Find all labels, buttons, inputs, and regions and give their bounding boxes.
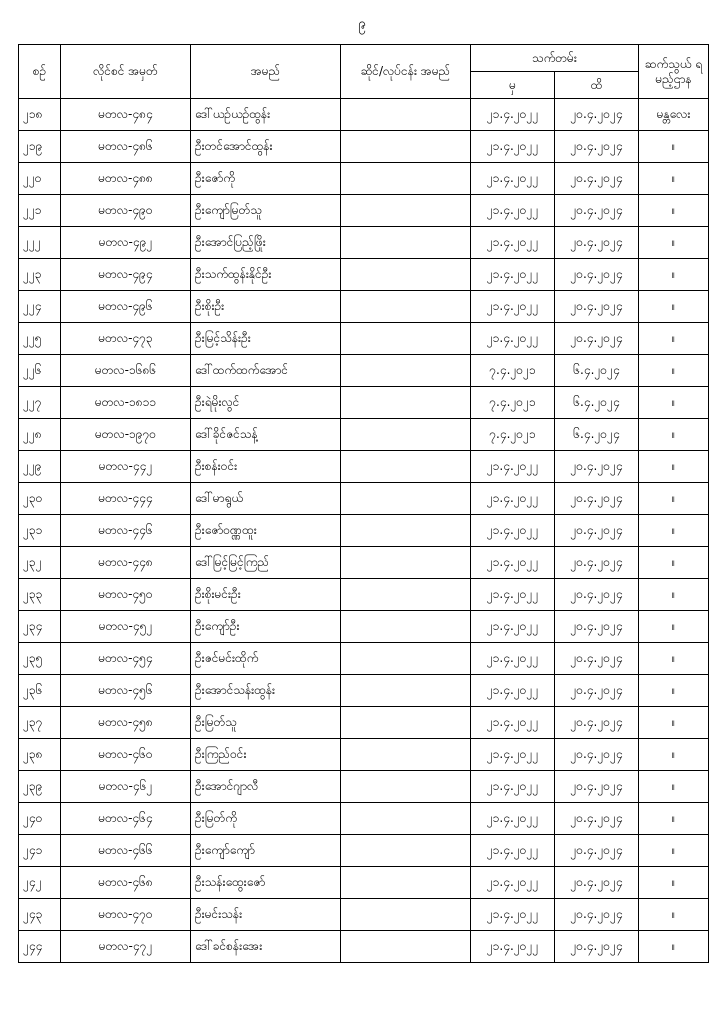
cell-name: ဦးကျော်ကျော် [191, 835, 341, 867]
cell-to: ၂၀.၄.၂၀၂၄ [555, 643, 639, 675]
cell-office [341, 739, 471, 771]
table-header [19, 45, 709, 99]
cell-from: ၂၁.၄.၂၀၂၂ [471, 163, 555, 195]
cell-office [341, 643, 471, 675]
cell-office [341, 195, 471, 227]
table-row [19, 867, 709, 899]
cell-to: ၂၀.၄.၂၀၂၄ [555, 547, 639, 579]
cell-name: ဦးစိုးမင်းဦး [191, 579, 341, 611]
cell-from: ၇.၄.၂၀၂၁ [471, 355, 555, 387]
cell-no: ၂၃၅ [19, 643, 61, 675]
cell-name: ဦးမြတ်ကို [191, 803, 341, 835]
cell-from: ၂၁.၄.၂၀၂၂ [471, 931, 555, 963]
cell-license-no: မတလ-၄၅၆ [61, 675, 191, 707]
table-row [19, 227, 709, 259]
cell-office [341, 131, 471, 163]
table-row [19, 675, 709, 707]
cell-no: ၂၂၇ [19, 387, 61, 419]
cell-license-no: မတလ-၄၆၂ [61, 771, 191, 803]
table-row [19, 611, 709, 643]
cell-from: ၂၁.၄.၂၀၂၂ [471, 195, 555, 227]
cell-from: ၂၁.၄.၂၀၂၂ [471, 611, 555, 643]
table-row [19, 419, 709, 451]
cell-name: ဒေါ်ခင်စန်းအေး [191, 931, 341, 963]
cell-office [341, 579, 471, 611]
cell-name: ဦးကျော်ဦး [191, 611, 341, 643]
cell-from: ၂၁.၄.၂၀၂၂ [471, 643, 555, 675]
cell-to: ၂၀.၄.၂၀၂၄ [555, 227, 639, 259]
cell-office [341, 675, 471, 707]
cell-license-no: မတလ-၄၄၈ [61, 547, 191, 579]
cell-from: ၂၁.၄.၂၀၂၂ [471, 867, 555, 899]
cell-name: ဦးစိုးဦး [191, 291, 341, 323]
cell-contact-department: ။ [639, 291, 709, 323]
table-row [19, 931, 709, 963]
cell-contact-department: ။ [639, 419, 709, 451]
cell-name: ဦးစန်းဝင်း [191, 451, 341, 483]
cell-license-no: မတလ-၄၅၀ [61, 579, 191, 611]
header-office: ဆိုင်/လုပ်ငန်း အမည် [341, 45, 471, 99]
cell-contact-department: ။ [639, 611, 709, 643]
cell-no: ၂၂၀ [19, 163, 61, 195]
header-from: မှ [471, 72, 555, 99]
cell-no: ၂၂၄ [19, 291, 61, 323]
cell-to: ၂၀.၄.၂၀၂၄ [555, 291, 639, 323]
cell-no: ၂၄၁ [19, 835, 61, 867]
cell-name: ဦးမင်းသန်း [191, 899, 341, 931]
cell-contact-department: ။ [639, 195, 709, 227]
cell-contact-department: ။ [639, 771, 709, 803]
cell-to: ၂၀.၄.၂၀၂၄ [555, 579, 639, 611]
cell-name: ဒေါ်ထက်ထက်အောင် [191, 355, 341, 387]
cell-contact-department: ။ [639, 867, 709, 899]
cell-contact-department: ။ [639, 739, 709, 771]
cell-office [341, 323, 471, 355]
header-license-no: လိုင်စင် အမှတ် [61, 45, 191, 99]
cell-from: ၂၁.၄.၂၀၂၂ [471, 131, 555, 163]
cell-from: ၂၁.၄.၂၀၂၂ [471, 739, 555, 771]
cell-from: ၂၁.၄.၂၀၂၂ [471, 291, 555, 323]
cell-to: ၂၀.၄.၂၀၂၄ [555, 99, 639, 131]
cell-name: ဦးအောင်သန်းထွန်း [191, 675, 341, 707]
cell-to: ၂၀.၄.၂၀၂၄ [555, 707, 639, 739]
cell-no: ၂၃၁ [19, 515, 61, 547]
table-row [19, 547, 709, 579]
cell-no: ၂၃၀ [19, 483, 61, 515]
cell-no: ၂၂၂ [19, 227, 61, 259]
cell-office [341, 419, 471, 451]
cell-no: ၂၂၆ [19, 355, 61, 387]
cell-contact-department: ။ [639, 643, 709, 675]
cell-to: ၂၀.၄.၂၀၂၄ [555, 803, 639, 835]
cell-license-no: မတလ-၄၉၄ [61, 259, 191, 291]
cell-license-no: မတလ-၄၉၆ [61, 291, 191, 323]
cell-name: ဦးဇော်ဝဏ္ဏထူး [191, 515, 341, 547]
cell-office [341, 259, 471, 291]
cell-contact-department: ။ [639, 451, 709, 483]
cell-office [341, 771, 471, 803]
cell-office [341, 387, 471, 419]
header-contact-department: ဆက်သွယ် ရမည့်ဌာန [639, 45, 709, 99]
cell-name: ဦးမြင့်သိန်းဦး [191, 323, 341, 355]
table-row [19, 579, 709, 611]
cell-name: ဦးသန်းထွေးဇော် [191, 867, 341, 899]
table-row [19, 451, 709, 483]
table-row [19, 515, 709, 547]
cell-from: ၇.၄.၂၀၂၁ [471, 419, 555, 451]
cell-name: ဒေါ်ခိုင်ဇင်သန့် [191, 419, 341, 451]
cell-office [341, 291, 471, 323]
license-register-table [18, 44, 709, 963]
table-row [19, 323, 709, 355]
cell-office [341, 163, 471, 195]
cell-no: ၂၄၂ [19, 867, 61, 899]
cell-to: ၂၀.၄.၂၀၂၄ [555, 931, 639, 963]
cell-office [341, 803, 471, 835]
cell-license-no: မတလ-၄၉၂ [61, 227, 191, 259]
cell-to: ၂၀.၄.၂၀၂၄ [555, 195, 639, 227]
table-row [19, 291, 709, 323]
table-row [19, 771, 709, 803]
header-to: ထိ [555, 72, 639, 99]
cell-license-no: မတလ-၄၅၄ [61, 643, 191, 675]
cell-no: ၂၂၁ [19, 195, 61, 227]
cell-name: ဦးမြတ်သူ [191, 707, 341, 739]
cell-office [341, 707, 471, 739]
cell-name: ဦးရဲမိုးလွင် [191, 387, 341, 419]
cell-license-no: မတလ-၄၄၂ [61, 451, 191, 483]
cell-contact-department: ။ [639, 547, 709, 579]
cell-contact-department: ။ [639, 227, 709, 259]
cell-contact-department: ။ [639, 803, 709, 835]
cell-license-no: မတလ-၄၈၈ [61, 163, 191, 195]
cell-to: ၂၀.၄.၂၀၂၄ [555, 771, 639, 803]
cell-office [341, 899, 471, 931]
cell-name: ဦးဇင်မင်းထိုက် [191, 643, 341, 675]
cell-no: ၂၃၆ [19, 675, 61, 707]
cell-contact-department: ။ [639, 131, 709, 163]
table-row [19, 355, 709, 387]
table-row [19, 483, 709, 515]
cell-no: ၂၂၈ [19, 419, 61, 451]
cell-to: ၂၀.၄.၂၀၂၄ [555, 899, 639, 931]
cell-to: ၂၀.၄.၂၀၂၄ [555, 835, 639, 867]
cell-name: ဦးသက်ထွန်းနိုင်ဦး [191, 259, 341, 291]
cell-office [341, 547, 471, 579]
table-row [19, 643, 709, 675]
cell-name: ဦးဇော်ကို [191, 163, 341, 195]
cell-office [341, 867, 471, 899]
cell-to: ၂၀.၄.၂၀၂၄ [555, 451, 639, 483]
cell-contact-department: ။ [639, 387, 709, 419]
cell-name: ဦးအောင်ဂျာလီ [191, 771, 341, 803]
cell-to: ၆.၄.၂၀၂၄ [555, 419, 639, 451]
cell-from: ၂၁.၄.၂၀၂၂ [471, 771, 555, 803]
cell-contact-department: ။ [639, 323, 709, 355]
cell-no: ၂၄၀ [19, 803, 61, 835]
cell-from: ၂၁.၄.၂၀၂၂ [471, 675, 555, 707]
cell-contact-department: ။ [639, 931, 709, 963]
cell-office [341, 611, 471, 643]
cell-name: ဦးတင်အောင်ထွန်း [191, 131, 341, 163]
cell-license-no: မတလ-၄၅၂ [61, 611, 191, 643]
cell-to: ၂၀.၄.၂၀၂၄ [555, 259, 639, 291]
table-row [19, 835, 709, 867]
cell-from: ၂၁.၄.၂၀၂၂ [471, 899, 555, 931]
header-validity: သက်တမ်း [471, 45, 639, 72]
cell-contact-department: ။ [639, 707, 709, 739]
cell-no: ၂၁၉ [19, 131, 61, 163]
cell-to: ၂၀.၄.၂၀၂၄ [555, 739, 639, 771]
cell-from: ၂၁.၄.၂၀၂၂ [471, 547, 555, 579]
table-row [19, 259, 709, 291]
cell-office [341, 931, 471, 963]
cell-license-no: မတလ-၄၇၂ [61, 931, 191, 963]
cell-no: ၂၃၃ [19, 579, 61, 611]
cell-from: ၂၁.၄.၂၀၂၂ [471, 451, 555, 483]
cell-from: ၂၁.၄.၂၀၂၂ [471, 227, 555, 259]
cell-license-no: မတလ-၄၄၄ [61, 483, 191, 515]
cell-contact-department: ။ [639, 355, 709, 387]
cell-to: ၂၀.၄.၂၀၂၄ [555, 483, 639, 515]
cell-name: ဦးအောင်ပြည့်ဖြိုး [191, 227, 341, 259]
cell-no: ၂၃၈ [19, 739, 61, 771]
cell-to: ၂၀.၄.၂၀၂၄ [555, 515, 639, 547]
cell-no: ၂၄၄ [19, 931, 61, 963]
cell-contact-department: ။ [639, 675, 709, 707]
cell-contact-department: ။ [639, 163, 709, 195]
cell-to: ၂၀.၄.၂၀၂၄ [555, 131, 639, 163]
table-body [19, 99, 709, 963]
cell-no: ၂၃၂ [19, 547, 61, 579]
cell-from: ၂၁.၄.၂၀၂၂ [471, 259, 555, 291]
cell-no: ၂၂၃ [19, 259, 61, 291]
cell-no: ၂၄၃ [19, 899, 61, 931]
cell-contact-department: ။ [639, 259, 709, 291]
cell-contact-department: ။ [639, 579, 709, 611]
cell-license-no: မတလ-၄၆၈ [61, 867, 191, 899]
cell-to: ၆.၄.၂၀၂၄ [555, 355, 639, 387]
cell-contact-department: ။ [639, 835, 709, 867]
cell-no: ၂၃၇ [19, 707, 61, 739]
cell-contact-department: ။ [639, 483, 709, 515]
cell-no: ၂၁၈ [19, 99, 61, 131]
cell-contact-department: ။ [639, 899, 709, 931]
cell-office [341, 835, 471, 867]
cell-from: ၂၁.၄.၂၀၂၂ [471, 707, 555, 739]
cell-to: ၂၀.၄.၂၀၂၄ [555, 163, 639, 195]
page-number: ၉ [358, 16, 366, 32]
cell-from: ၂၁.၄.၂၀၂၂ [471, 579, 555, 611]
cell-license-no: မတလ-၄၆၄ [61, 803, 191, 835]
cell-office [341, 515, 471, 547]
cell-license-no: မတလ-၁၉၇၀ [61, 419, 191, 451]
cell-office [341, 99, 471, 131]
cell-from: ၂၁.၄.၂၀၂၂ [471, 483, 555, 515]
cell-office [341, 227, 471, 259]
cell-from: ၂၁.၄.၂၀၂၂ [471, 515, 555, 547]
table-row [19, 739, 709, 771]
table-row [19, 707, 709, 739]
cell-to: ၂၀.၄.၂၀၂၄ [555, 611, 639, 643]
cell-license-no: မတလ-၁၈၁၁ [61, 387, 191, 419]
cell-no: ၂၃၉ [19, 771, 61, 803]
header-name: အမည် [191, 45, 341, 99]
cell-no: ၂၂၉ [19, 451, 61, 483]
cell-license-no: မတလ-၄၉၀ [61, 195, 191, 227]
cell-no: ၂၃၄ [19, 611, 61, 643]
cell-name: ဒေါ်မြင့်မြင့်ကြည် [191, 547, 341, 579]
cell-license-no: မတလ-၄၆၀ [61, 739, 191, 771]
cell-from: ၂၁.၄.၂၀၂၂ [471, 835, 555, 867]
cell-license-no: မတလ-၄၈၄ [61, 99, 191, 131]
cell-office [341, 483, 471, 515]
cell-from: ၂၁.၄.၂၀၂၂ [471, 323, 555, 355]
cell-from: ၂၁.၄.၂၀၂၂ [471, 803, 555, 835]
cell-license-no: မတလ-၄၄၆ [61, 515, 191, 547]
cell-from: ၇.၄.၂၀၂၁ [471, 387, 555, 419]
table-row [19, 387, 709, 419]
cell-license-no: မတလ-၄၇၀ [61, 899, 191, 931]
cell-name: ဒေါ်ယဉ်ယဉ်ထွန်း [191, 99, 341, 131]
cell-to: ၂၀.၄.၂၀၂၄ [555, 675, 639, 707]
cell-contact-department: မန္တလေး [639, 99, 709, 131]
table-row [19, 195, 709, 227]
cell-contact-department: ။ [639, 515, 709, 547]
cell-to: ၆.၄.၂၀၂၄ [555, 387, 639, 419]
cell-name: ဒေါ်မာရွယ် [191, 483, 341, 515]
cell-license-no: မတလ-၄၈၆ [61, 131, 191, 163]
cell-license-no: မတလ-၁၆၈၆ [61, 355, 191, 387]
header-no: စဥ် [19, 45, 61, 99]
table-row [19, 99, 709, 131]
cell-license-no: မတလ-၄၇၃ [61, 323, 191, 355]
table-row [19, 131, 709, 163]
cell-from: ၂၁.၄.၂၀၂၂ [471, 99, 555, 131]
cell-name: ဦးကြည်ဝင်း [191, 739, 341, 771]
table-row [19, 899, 709, 931]
cell-office [341, 355, 471, 387]
cell-no: ၂၂၅ [19, 323, 61, 355]
table-row [19, 163, 709, 195]
cell-to: ၂၀.၄.၂၀၂၄ [555, 867, 639, 899]
cell-office [341, 451, 471, 483]
cell-to: ၂၀.၄.၂၀၂၄ [555, 323, 639, 355]
table-row [19, 803, 709, 835]
cell-license-no: မတလ-၄၅၈ [61, 707, 191, 739]
cell-name: ဦးကျော်မြတ်သူ [191, 195, 341, 227]
cell-license-no: မတလ-၄၆၆ [61, 835, 191, 867]
